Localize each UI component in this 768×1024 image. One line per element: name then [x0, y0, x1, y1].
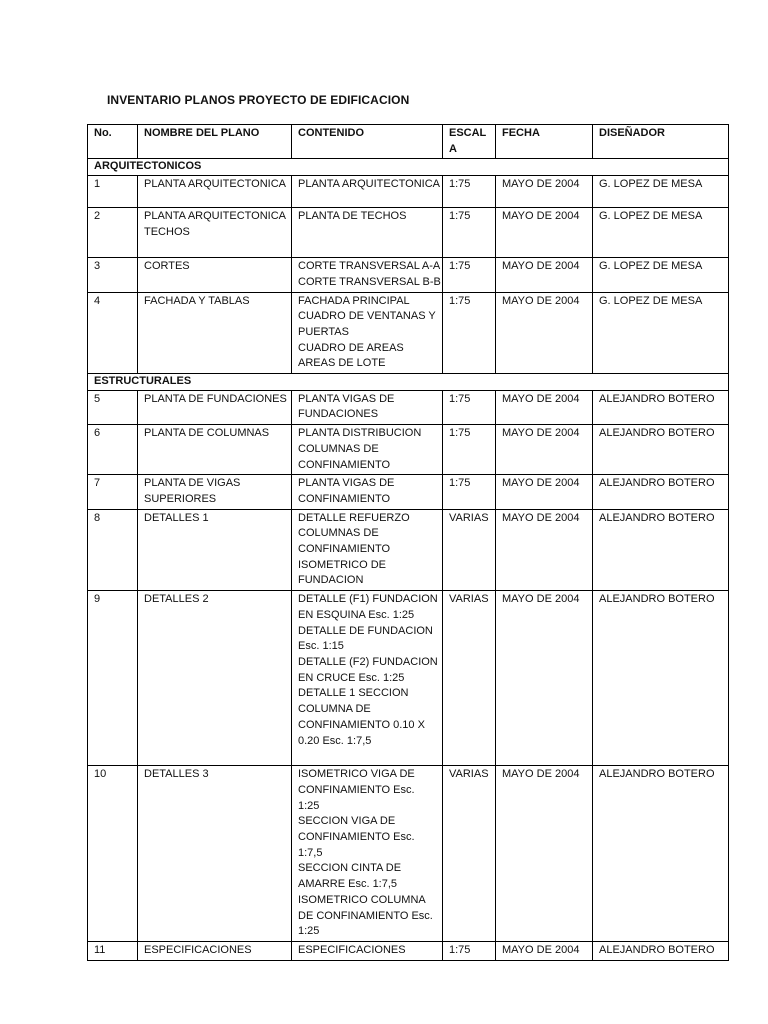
- cell-escala: 1:75: [443, 941, 496, 960]
- table-row: [88, 766, 729, 942]
- cell-nombre: [138, 766, 292, 942]
- cell-contenido-line: CONFINAMIENTO: [298, 458, 391, 471]
- cell-contenido: [292, 208, 443, 258]
- cell-contenido-line: COLUMNA DE: [298, 703, 371, 716]
- cell-contenido-line: FUNDACIONES: [298, 408, 379, 421]
- cell-contenido: [292, 766, 443, 942]
- cell-no: 5: [88, 390, 138, 424]
- section-label: ESTRUCTURALES: [88, 374, 729, 391]
- cell-no: 3: [88, 258, 138, 292]
- cell-contenido-line: FUNDACION: [298, 574, 364, 587]
- cell-disenador: ALEJANDRO BOTERO: [593, 390, 729, 424]
- cell-contenido: [292, 176, 443, 208]
- cell-contenido-line: EN ESQUINA Esc. 1:25: [298, 608, 415, 621]
- table-row: [88, 475, 729, 509]
- cell-contenido-line: CORTE TRANSVERSAL A-A: [298, 260, 441, 273]
- cell-disenador: ALEJANDRO BOTERO: [593, 591, 729, 766]
- cell-contenido-line: DETALLE 1 SECCION: [298, 687, 409, 700]
- cell-nombre-line: DETALLES 2: [144, 593, 209, 606]
- inventory-table: [87, 124, 729, 961]
- cell-disenador: ALEJANDRO BOTERO: [593, 509, 729, 591]
- cell-nombre: [138, 292, 292, 374]
- cell-contenido: [292, 591, 443, 766]
- cell-no: 2: [88, 208, 138, 258]
- cell-fecha: MAYO DE 2004: [496, 591, 593, 766]
- cell-nombre: [138, 390, 292, 424]
- cell-escala: VARIAS: [443, 766, 496, 942]
- cell-fecha: MAYO DE 2004: [496, 208, 593, 258]
- cell-nombre-line: PLANTA DE FUNDACIONES: [144, 392, 287, 405]
- section-row: [88, 159, 729, 176]
- cell-contenido: [292, 258, 443, 292]
- cell-contenido-line: Esc. 1:15: [298, 640, 344, 653]
- cell-no: 9: [88, 591, 138, 766]
- cell-nombre-line: ESPECIFICACIONES: [144, 943, 252, 956]
- cell-contenido-line: PLANTA VIGAS DE: [298, 477, 395, 490]
- cell-contenido-line: 0.20 Esc. 1:7,5: [298, 734, 372, 747]
- cell-contenido-line: AREAS DE LOTE: [298, 357, 386, 370]
- cell-no: 6: [88, 425, 138, 475]
- cell-contenido-line: 1:25: [298, 925, 320, 938]
- cell-disenador: G. LOPEZ DE MESA: [593, 208, 729, 258]
- table-row: [88, 208, 729, 258]
- cell-contenido-line: SECCION CINTA DE: [298, 862, 402, 875]
- header-escala: ESCALA: [443, 125, 496, 159]
- cell-contenido-line: 1:7,5: [298, 846, 323, 859]
- cell-contenido-line: DE CONFINAMIENTO Esc.: [298, 909, 433, 922]
- cell-contenido-line: ISOMETRICO DE: [298, 558, 387, 571]
- cell-contenido-line: COLUMNAS DE: [298, 442, 379, 455]
- cell-contenido-line: ISOMETRICO COLUMNA: [298, 893, 426, 906]
- cell-contenido-line: DETALLE REFUERZO: [298, 511, 410, 524]
- cell-escala: VARIAS: [443, 591, 496, 766]
- cell-contenido-line: EN CRUCE Esc. 1:25: [298, 671, 405, 684]
- section-row: [88, 374, 729, 391]
- cell-no: 11: [88, 941, 138, 960]
- table-row: [88, 292, 729, 374]
- cell-escala: 1:75: [443, 258, 496, 292]
- cell-nombre-line: DETALLES 1: [144, 511, 209, 524]
- cell-no: 4: [88, 292, 138, 374]
- cell-fecha: MAYO DE 2004: [496, 258, 593, 292]
- cell-nombre-line: PLANTA ARQUITECTONICA: [144, 210, 287, 223]
- cell-nombre-line: DETALLES 3: [144, 768, 209, 781]
- cell-contenido-line: PLANTA DISTRIBUCION: [298, 427, 422, 440]
- table-row: [88, 176, 729, 208]
- cell-contenido-line: SECCION VIGA DE: [298, 815, 396, 828]
- cell-contenido-line: CONFINAMIENTO: [298, 543, 391, 556]
- cell-nombre: [138, 208, 292, 258]
- cell-disenador: G. LOPEZ DE MESA: [593, 292, 729, 374]
- cell-disenador: ALEJANDRO BOTERO: [593, 766, 729, 942]
- section-label: ARQUITECTONICOS: [88, 159, 729, 176]
- cell-contenido-line: CUADRO DE AREAS: [298, 341, 404, 354]
- header-no: No.: [88, 125, 138, 159]
- cell-fecha: MAYO DE 2004: [496, 425, 593, 475]
- cell-contenido-line: DETALLE DE FUNDACION: [298, 624, 433, 637]
- cell-nombre-line: PLANTA ARQUITECTONICA: [144, 178, 287, 191]
- cell-disenador: ALEJANDRO BOTERO: [593, 475, 729, 509]
- cell-contenido-line: PUERTAS: [298, 325, 349, 338]
- cell-disenador: ALEJANDRO BOTERO: [593, 425, 729, 475]
- cell-contenido-line: PLANTA DE TECHOS: [298, 210, 407, 223]
- cell-nombre-line: SUPERIORES: [144, 492, 217, 505]
- cell-contenido-line: ISOMETRICO VIGA DE: [298, 768, 415, 781]
- cell-disenador: G. LOPEZ DE MESA: [593, 176, 729, 208]
- cell-contenido: [292, 475, 443, 509]
- table-row: [88, 425, 729, 475]
- cell-fecha: MAYO DE 2004: [496, 390, 593, 424]
- cell-nombre-line: PLANTA DE COLUMNAS: [144, 427, 270, 440]
- table-header-row: [88, 125, 729, 159]
- cell-nombre-line: PLANTA DE VIGAS: [144, 477, 241, 490]
- cell-no: 8: [88, 509, 138, 591]
- cell-nombre-line: FACHADA Y TABLAS: [144, 294, 250, 307]
- cell-contenido-line: 1:25: [298, 799, 320, 812]
- cell-escala: 1:75: [443, 208, 496, 258]
- cell-contenido-line: CORTE TRANSVERSAL B-B: [298, 275, 441, 288]
- cell-no: 10: [88, 766, 138, 942]
- table-row: [88, 591, 729, 766]
- cell-contenido-line: FACHADA PRINCIPAL: [298, 294, 410, 307]
- cell-nombre: [138, 475, 292, 509]
- cell-contenido-line: COLUMNAS DE: [298, 527, 379, 540]
- cell-contenido-line: CONFINAMIENTO Esc.: [298, 830, 415, 843]
- cell-contenido: [292, 425, 443, 475]
- table-row: [88, 941, 729, 960]
- table-row: [88, 258, 729, 292]
- table-row: [88, 390, 729, 424]
- cell-escala: 1:75: [443, 390, 496, 424]
- table-row: [88, 509, 729, 591]
- cell-nombre: [138, 425, 292, 475]
- cell-nombre-line: TECHOS: [144, 225, 190, 238]
- cell-contenido-line: CONFINAMIENTO: [298, 492, 391, 505]
- cell-contenido: [292, 509, 443, 591]
- cell-fecha: MAYO DE 2004: [496, 509, 593, 591]
- cell-escala: 1:75: [443, 425, 496, 475]
- cell-fecha: MAYO DE 2004: [496, 475, 593, 509]
- cell-contenido-line: PLANTA ARQUITECTONICA: [298, 178, 441, 191]
- document-title: INVENTARIO PLANOS PROYECTO DE EDIFICACION: [107, 93, 410, 107]
- header-contenido: CONTENIDO: [292, 125, 443, 159]
- cell-fecha: MAYO DE 2004: [496, 292, 593, 374]
- cell-fecha: MAYO DE 2004: [496, 941, 593, 960]
- table-body: [88, 159, 729, 960]
- cell-contenido-line: DETALLE (F2) FUNDACION: [298, 655, 438, 668]
- cell-disenador: ALEJANDRO BOTERO: [593, 941, 729, 960]
- header-fecha: FECHA: [496, 125, 593, 159]
- cell-escala: 1:75: [443, 475, 496, 509]
- cell-contenido-line: ESPECIFICACIONES: [298, 943, 406, 956]
- header-nombre: NOMBRE DEL PLANO: [138, 125, 292, 159]
- cell-contenido: [292, 390, 443, 424]
- cell-fecha: MAYO DE 2004: [496, 766, 593, 942]
- cell-no: 7: [88, 475, 138, 509]
- cell-contenido-line: AMARRE Esc. 1:7,5: [298, 878, 398, 891]
- cell-escala: VARIAS: [443, 509, 496, 591]
- cell-contenido-line: CONFINAMIENTO 0.10 X: [298, 718, 425, 731]
- cell-contenido: [292, 941, 443, 960]
- cell-contenido-line: CUADRO DE VENTANAS Y: [298, 310, 436, 323]
- cell-contenido: [292, 292, 443, 374]
- cell-no: 1: [88, 176, 138, 208]
- cell-escala: 1:75: [443, 292, 496, 374]
- cell-contenido-line: CONFINAMIENTO Esc.: [298, 783, 415, 796]
- cell-nombre: [138, 258, 292, 292]
- cell-contenido-line: PLANTA VIGAS DE: [298, 392, 395, 405]
- cell-nombre: [138, 941, 292, 960]
- cell-nombre-line: CORTES: [144, 260, 190, 273]
- cell-fecha: MAYO DE 2004: [496, 176, 593, 208]
- cell-nombre: [138, 591, 292, 766]
- cell-nombre: [138, 176, 292, 208]
- header-disenador: DISEÑADOR: [593, 125, 729, 159]
- cell-nombre: [138, 509, 292, 591]
- cell-disenador: G. LOPEZ DE MESA: [593, 258, 729, 292]
- cell-contenido-line: DETALLE (F1) FUNDACION: [298, 593, 438, 606]
- cell-escala: 1:75: [443, 176, 496, 208]
